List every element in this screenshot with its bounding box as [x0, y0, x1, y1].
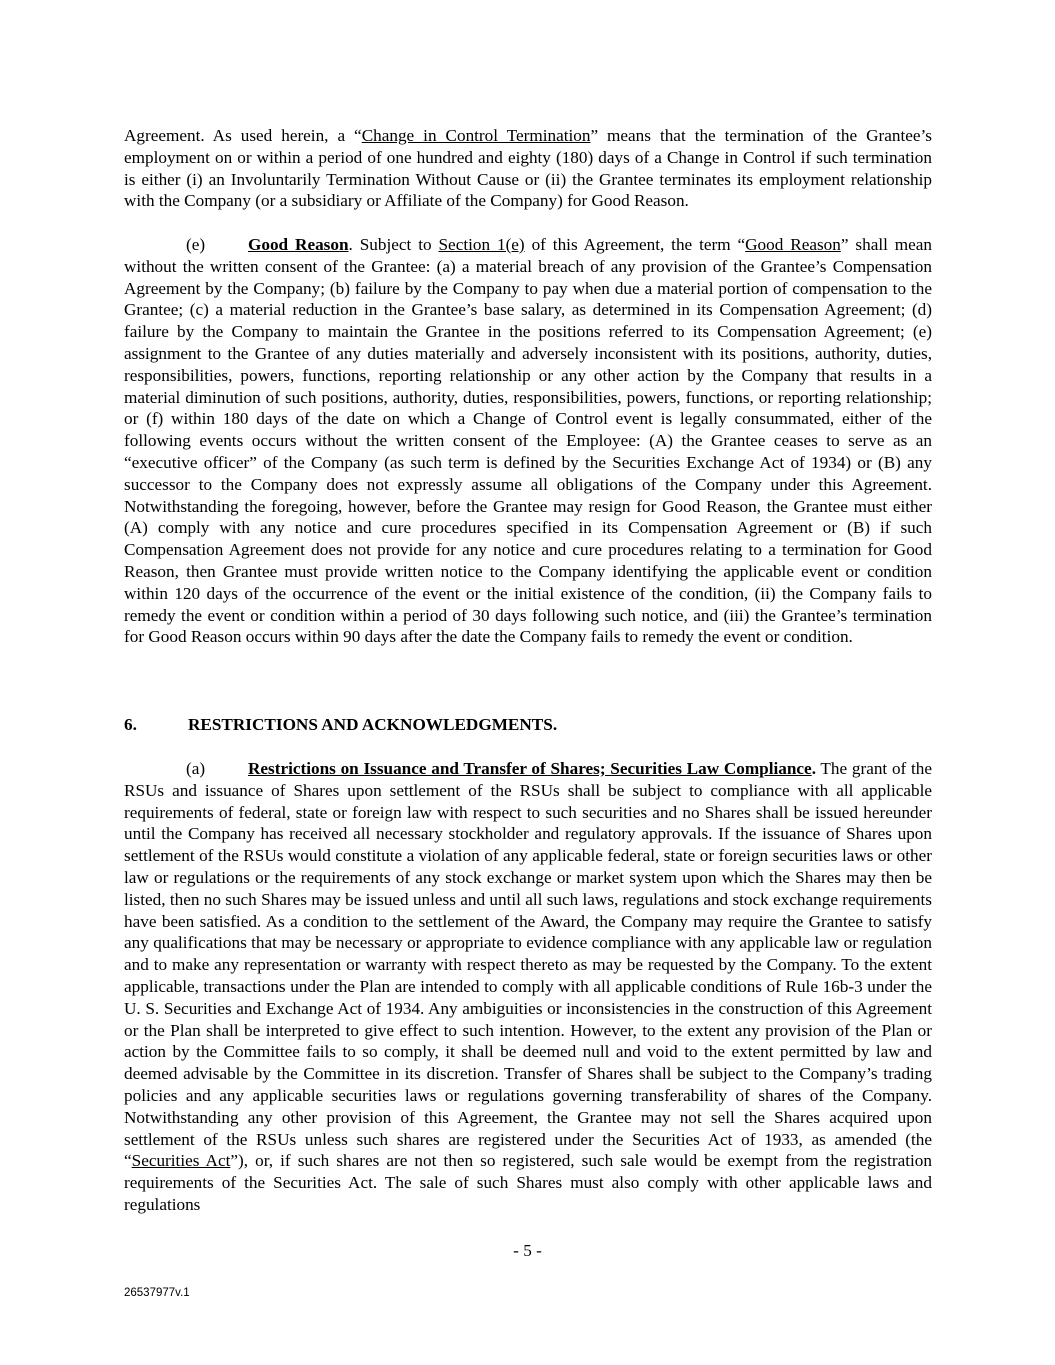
- document-id: 26537977v.1: [124, 1287, 190, 1299]
- section-e-title: Good Reason: [248, 235, 349, 254]
- section-6a-body: The grant of the RSUs and issuance of Shares upon settlement of the RSUs shall be subject to compliance with all applicable requirements of federal, state or foreign law with respect to such securities and no Shares shall be issued hereunder until the Company has received all necessary stockholder and regulatory approvals. If the issuance of Shares upon settlement of the RSUs would constitute a violation of any applicable federal, state or foreign securities laws or other law or regulations or the requirements of any stock exchange or market system upon which the Shares may then be listed, then no such Shares may be issued unless and until all such laws, regulations and stock exchange requirements have been satisfied. As a condition to the settlement of the Award, the Company may require the Grantee to satisfy any qualifications that may be necessary or appropriate to evidence compliance with any applicable law or regulation and to make any representation or warranty with respect thereto as may be requested by the Company. To the extent applicable, transactions under the Plan are intended to comply with all applicable conditions of Rule 16b-3 under the U. S. Securities and Exchange Act of 1934. Any ambiguities or inconsistencies in the construction of this Agreement or the Plan shall be interpreted to give effect to such intention. However, to the extent any provision of the Plan or action by the Committee fails to so comply, it shall be deemed null and void to the extent permitted by law and deemed advisable by the Committee in its discretion. Transfer of Shares shall be subject to the Company’s trading policies and any applicable securities laws or regulations governing transferability of shares of the Company. Notwithstanding any other provision of this Agreement, the Grantee may not sell the Shares acquired upon settlement of the RSUs unless such shares are registered under the Securities Act of 1933, as amended (the “: [124, 759, 932, 1171]
- section-e-paragraph: [124, 234, 932, 648]
- intro-paragraph: [124, 125, 932, 212]
- section-6-number: 6.: [124, 715, 137, 734]
- section-e-marker: (e): [186, 235, 206, 254]
- section-e-text-2: of this Agreement, the term “: [524, 235, 746, 254]
- defined-term-change-in-control-termination: Change in Control Termination: [361, 126, 591, 145]
- intro-text-end: ” means that the termination of the Grantee’s employment on or within a period of one hundred and eighty (180) days of a Change in Control if such termination is either (i) an Involuntarily Termination Without Cause or (ii) the Grantee terminates its employment relationship with the Company (or a subsidiary or Affiliate of the Company) for Good Reason.: [124, 126, 932, 211]
- defined-term-securities-act: Securities Act: [131, 1151, 231, 1171]
- section-6a-title: Restrictions on Issuance and Transfer of Shares; Securities Law Compliance: [248, 759, 812, 778]
- intro-text-start: Agreement. As used herein, a “: [124, 126, 362, 145]
- section-reference: Section 1(e): [438, 235, 525, 254]
- section-6a-body-end: ”), or, if such shares are not then so registered, such sale would be exempt from the registration requirements of the Securities Act. The sale of such Shares must also comply with other applicable laws and regulations: [124, 1151, 932, 1214]
- section-6a-paragraph: [124, 758, 932, 1216]
- defined-term-good-reason: Good Reason: [745, 235, 841, 254]
- section-6-heading: [124, 714, 557, 736]
- section-e-text-1: . Subject to: [348, 235, 439, 254]
- section-e-body: ” shall mean without the written consent of the Grantee: (a) a material breach of any provision of the Grantee’s Compensation Agreement by the Company; (b) failure by the Company to pay when due a material portion of compensation to the Grantee; (c) a material reduction in the Grantee’s base salary, as determined in its Compensation Agreement; (d) failure by the Company to maintain the Grantee in the positions referred to its Compensation Agreement; (e) assignment to the Grantee of any duties materially and adversely inconsistent with its positions, authority, duties, responsibilities, powers, functions, reporting relationship or any other action by the Company that results in a material diminution of such positions, authority, duties, responsibilities, powers, functions, or reporting relationship; or (f) within 180 days of the date on which a Change of Control event is legally consummated, either of the following events occurs without the written consent of the Employee: (A) the Grantee ceases to serve as an “executive officer” of the Company (as such term is defined by the Securities Exchange Act of 1934) or (B) any successor to the Company does not expressly assume all obligations of the Company under this Agreement. Notwithstanding the foregoing, however, before the Grantee may resign for Good Reason, the Grantee must either (A) comply with any notice and cure procedures specified in its Compensation Agreement or (B) if such Compensation Agreement does not provide for any notice and cure procedures relating to a termination for Good Reason, then Grantee must provide written notice to the Company identifying the applicable event or condition within 120 days of the occurrence of the event or the initial existence of the condition, (ii) the Company fails to remedy the event or condition within a period of 30 days following such notice, and (iii) the Grantee’s termination for Good Reason occurs within 90 days after the date the Company fails to remedy the event or condition.: [124, 235, 933, 647]
- section-6a-title-period: .: [811, 759, 816, 778]
- section-6-title: RESTRICTIONS AND ACKNOWLEDGMENTS.: [188, 715, 558, 734]
- section-6a-marker: (a): [186, 759, 206, 778]
- page-number: - 5 -: [513, 1241, 542, 1260]
